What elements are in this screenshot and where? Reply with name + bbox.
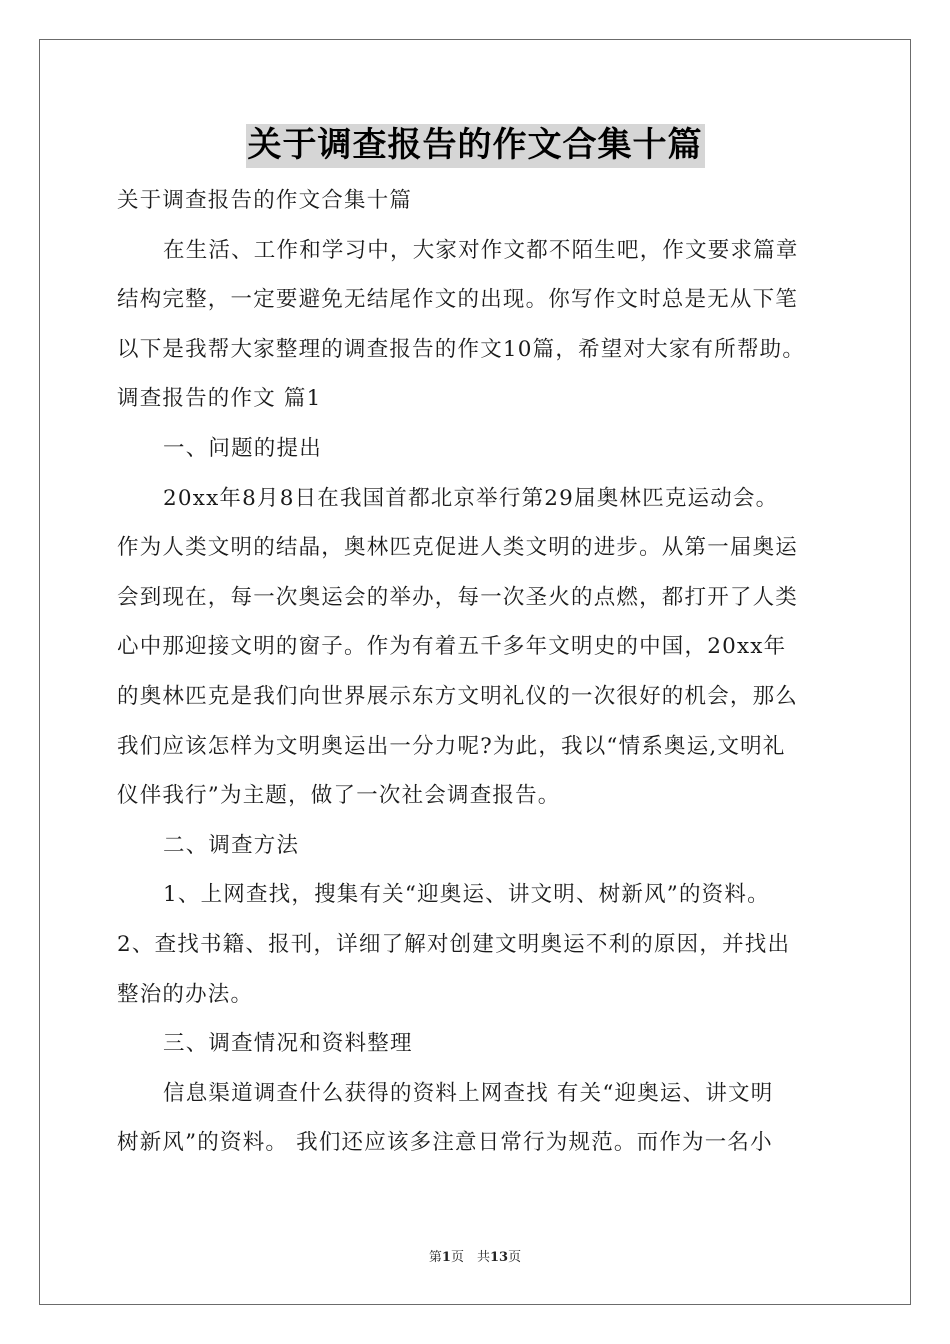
subsection-heading: 二、调查方法: [163, 832, 300, 858]
paragraph-line: 我们应该怎样为文明奥运出一分力呢?为此，我以“情系奥运,文明礼: [117, 733, 786, 759]
paragraph-line: 会到现在，每一次奥运会的举办，每一次圣火的点燃，都打开了人类: [117, 584, 799, 610]
subsection-heading: 一、问题的提出: [163, 435, 322, 461]
list-item: 1、上网查找，搜集有关“迎奥运、讲文明、树新风”的资料。: [163, 882, 770, 908]
list-item: 2、查找书籍、报刊，详细了解对创建文明奥运不利的原因，并找出: [117, 931, 791, 957]
subsection-heading: 三、调查情况和资料整理: [163, 1031, 413, 1057]
page-label-suffix: 页: [508, 1250, 522, 1265]
document-body: [117, 176, 837, 1168]
document-title-text: 关于调查报告的作文合集十篇: [246, 124, 705, 168]
page-current: 1: [441, 1250, 451, 1265]
paragraph-line: 仪伴我行”为主题，做了一次社会调查报告。: [117, 783, 561, 809]
page-label-prefix: 第: [428, 1250, 442, 1265]
page-footer: [0, 1246, 950, 1265]
paragraph-line: 整治的办法。: [117, 981, 254, 1007]
paragraph-line: 在生活、工作和学习中，大家对作文都不陌生吧，作文要求篇章: [163, 237, 799, 263]
paragraph-line: 心中那迎接文明的窗子。作为有着五千多年文明史的中国，20xx年: [117, 634, 787, 660]
paragraph-line: 作为人类文明的结晶，奥林匹克促进人类文明的进步。从第一届奥运: [117, 535, 799, 561]
paragraph-line: 树新风”的资料。 我们还应该多注意日常行为规范。而作为一名小: [117, 1130, 773, 1156]
page-total: 13: [489, 1250, 509, 1265]
paragraph-line: 20xx年8月8日在我国首都北京举行第29届奥林匹克运动会。: [163, 485, 779, 511]
paragraph-line: 的奥林匹克是我们向世界展示东方文明礼仪的一次很好的机会，那么: [117, 683, 799, 709]
document-title: [0, 124, 950, 168]
paragraph-line: 以下是我帮大家整理的调查报告的作文10篇，希望对大家有所帮助。: [117, 336, 806, 362]
section-heading: 调查报告的作文 篇1: [117, 386, 322, 412]
page-label-mid: 页 共: [450, 1250, 490, 1265]
paragraph-line: 信息渠道调查什么获得的资料上网查找 有关“迎奥运、讲文明: [163, 1080, 774, 1106]
subtitle-line: 关于调查报告的作文合集十篇: [117, 188, 413, 213]
paragraph-line: 结构完整，一定要避免无结尾作文的出现。你写作文时总是无从下笔: [117, 287, 799, 313]
